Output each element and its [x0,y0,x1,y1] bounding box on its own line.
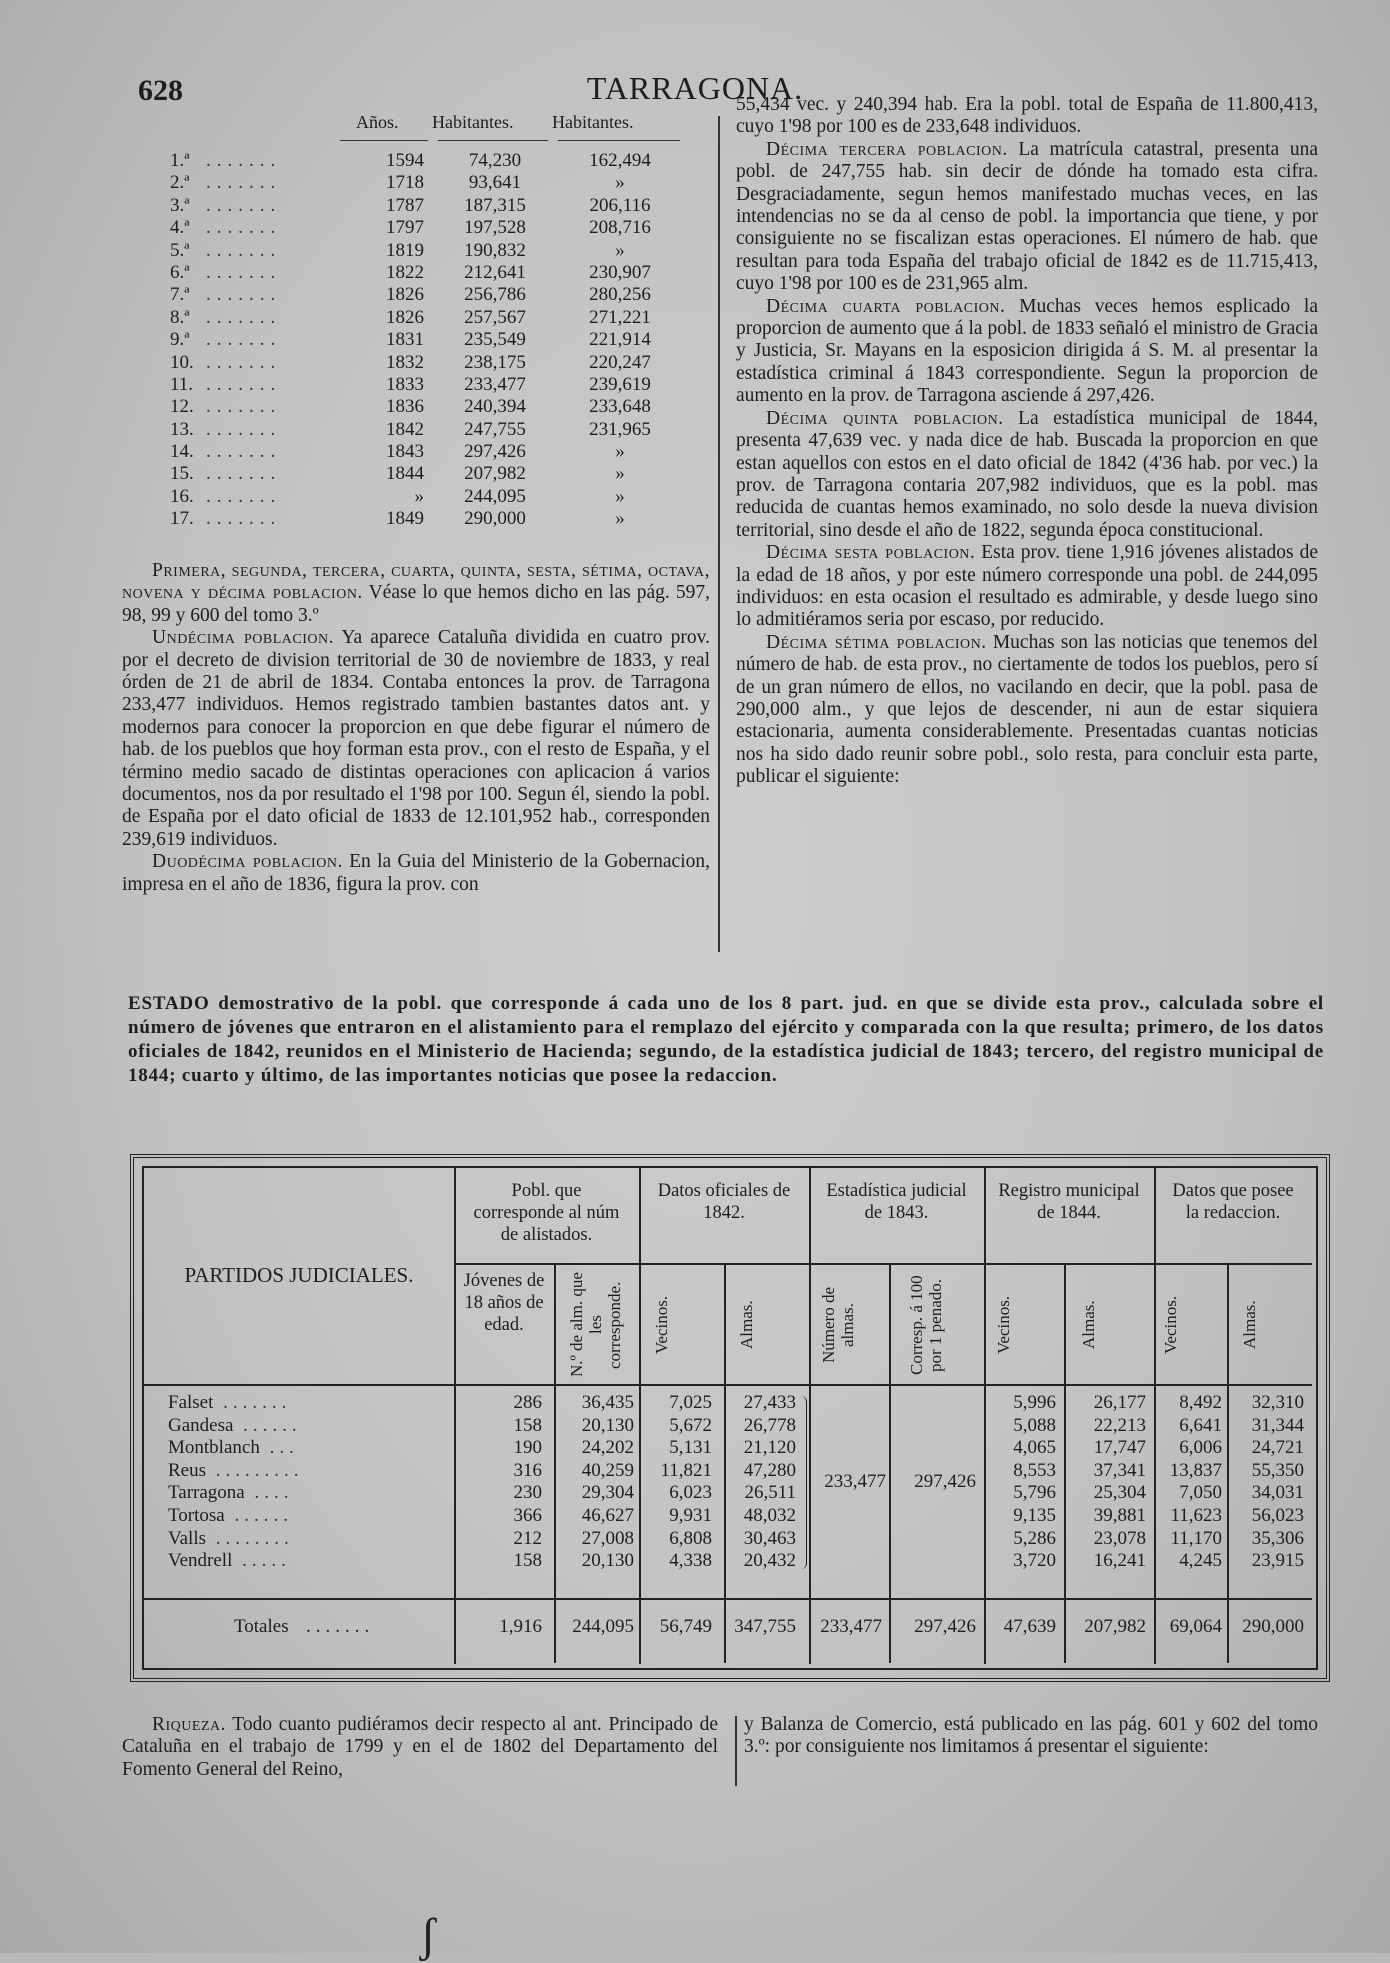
cell-v42: 6,023 [669,1482,712,1504]
row-year: 1826 [386,284,424,306]
leader-dots: ....... [206,463,282,485]
leader-dots: ......... [206,1459,304,1481]
total-ar: 290,000 [1242,1616,1304,1637]
cell-vr: 6,641 [1179,1414,1222,1436]
cell-j: 190 [513,1437,542,1459]
row-ordinal: 1.ª [170,150,190,171]
row-inhabitants-2: 220,247 [589,351,651,373]
cell-v44: 5,996 [1013,1392,1056,1413]
row-inhabitants-1: 187,315 [464,194,526,216]
row-ordinal: 4.ª [170,217,190,239]
row-inhabitants-2: 221,914 [589,329,651,351]
right-text-column [736,94,1318,789]
row-year: 1826 [386,306,424,328]
partido-name [168,1550,468,1573]
leader-dots: ....... [206,239,282,261]
table-totals-rule [144,1598,1312,1600]
section-body: Esta prov. tiene 1,916 jóvenes alistados de la edad de 18 años, y por este número corresponde una pobl. de 244,095 individuos: en esta ocasion el resultado es admirable, y desde luego sino lo admitiéramos seria por escaso, por reducido. [736,542,1318,631]
population-row [150,374,710,396]
row-ordinal: 13. [170,418,194,440]
row-inhabitants-2: » [615,485,625,507]
partido-label: Vendrell [168,1550,233,1572]
population-table [150,112,710,531]
partidos-header: PARTIDOS JUDICIALES. [184,1263,414,1287]
cell-a44: 39,881 [1093,1505,1146,1526]
partido-label: Gandesa [168,1414,234,1436]
population-row [150,217,710,239]
ink-mark: ʃ [420,1909,436,1962]
section-lead: Décima sétima poblacion. [766,631,987,653]
total-jc: 297,426 [914,1616,976,1637]
partido-name [168,1415,468,1438]
subheader-vertical: Almas. [1239,1300,1259,1350]
cell-ar: 32,310 [1251,1392,1304,1413]
leader-dots: ...... [233,1414,302,1436]
cell-v44: 4,065 [1013,1437,1056,1459]
cell-j: 366 [513,1505,542,1526]
partido-name [168,1505,468,1528]
section-body: Véase lo que hemos dicho en las pág. 597, 98, 99 y 600 del tomo 3.º [122,582,710,626]
left-paragraph [122,851,710,896]
row-inhabitants-1: 207,982 [464,463,526,485]
header-rule [340,140,428,141]
row-inhabitants-2: 231,965 [589,418,651,440]
row-year: 1843 [386,441,424,463]
leader-dots: ....... [206,373,282,395]
row-ordinal: 10. [170,351,194,373]
leader-dots: ..... [232,1550,291,1572]
cell-j: 230 [513,1482,542,1504]
row-year: 1718 [386,172,424,194]
row-ordinal: 11. [170,373,194,395]
subheader-vertical: Vecinos. [651,1295,671,1355]
cell-j: 316 [513,1459,542,1481]
bottom-right-body: y Balanza de Comercio, está publicado en las pág. 601 y 602 del tomo 3.º: por consiguiente nos limitamos á presentar el siguiente: [744,1714,1318,1758]
row-year: 1836 [386,396,424,418]
group-header: Datos oficiales de 1842. [657,1181,791,1223]
section-body: Muchas veces hemos esplicado la proporcion de aumento que á la pobl. de 1833 señaló el ministro de Gracia y Justicia, Sr. Mayans en la esposicion dirigida á S. M. al presentar la estadística criminal á 1843 correspondiente. Segun la proporcion de aumento en la prov. de Tarragona asciende á 297,426. [736,295,1318,407]
row-year: 1787 [386,194,424,216]
cell-v42: 5,672 [669,1414,712,1436]
left-text-column [122,560,710,896]
column-separator [718,116,720,952]
partido-label: Tarragona [168,1482,245,1504]
col-header-inhabitants-2: Habitantes. [552,112,634,132]
cell-j: 212 [513,1527,542,1549]
section-lead: Duodécima poblacion. [152,851,343,873]
table-header-rule [144,1384,1312,1386]
total-j: 1,916 [499,1616,542,1637]
total-v42: 56,749 [659,1616,712,1637]
cell-vr: 11,170 [1170,1527,1222,1549]
row-year: 1819 [386,239,424,261]
subheader-vertical: N.º de alm. que les corresponde. [566,1272,624,1378]
total-a: 244,095 [572,1616,634,1637]
section-lead: Décima quinta poblacion. [766,407,1004,429]
row-inhabitants-1: 197,528 [464,217,526,239]
estado-lead: ESTADO [128,993,210,1014]
population-row [150,419,710,441]
population-row [150,396,710,418]
cell-j: 158 [513,1414,542,1436]
cell-v42: 6,808 [669,1527,712,1549]
row-year: 1797 [386,217,424,239]
cell-a: 24,202 [581,1437,634,1459]
cell-v44: 3,720 [1013,1550,1056,1572]
col-header-inhabitants-1: Habitantes. [432,112,514,132]
row-ordinal: 3.ª [170,194,190,216]
row-inhabitants-1: 212,641 [464,261,526,283]
cell-v44: 5,286 [1013,1527,1056,1549]
cell-vr: 8,492 [1179,1392,1222,1413]
cell-vr: 13,837 [1169,1459,1222,1481]
cell-a: 20,130 [581,1550,634,1572]
row-inhabitants-2: » [615,441,625,463]
population-row [150,352,710,374]
section-body: Muchas son las noticias que tenemos del número de hab. de esta prov., no ciertamente de todos los pueblos, pero sí de un gran número de ellos, no vacilando en decir, que la pobl. pasa de 290,000 alm., y que lejos de descender, ni aun de estar siquiera estacionaria, aumenta considerablemente. Presentadas cuantas noticias nos ha sido dado reunir sobre pobl., solo resta, para concluir esta parte, publicar el siguiente: [736,631,1318,788]
judicial-corresp-merged: 297,426 [914,1471,976,1493]
leader-dots: ....... [206,508,282,530]
row-year: 1594 [386,150,424,171]
partido-label: Falset [168,1392,214,1413]
header-rule [438,140,548,141]
row-inhabitants-2: » [615,239,625,261]
leader-dots: ....... [206,485,282,507]
leader-dots: ....... [306,1616,375,1637]
group-header: Datos que posee la redaccion. [1172,1181,1294,1223]
section-lead: Primera, segunda, tercera, cuarta, quinta, sesta, sétima, octava, novena y décima poblacion. [122,560,710,604]
row-inhabitants-1: 190,832 [464,239,526,261]
cell-a42: 20,432 [743,1550,796,1572]
row-ordinal: 12. [170,396,194,418]
population-row [150,463,710,485]
leader-dots: ....... [206,194,282,216]
section-lead: Décima tercera poblacion. [766,138,1008,160]
total-ja: 233,477 [820,1616,882,1637]
cell-j: 158 [513,1550,542,1572]
partido-row [144,1392,1320,1415]
cell-a44: 26,177 [1093,1392,1146,1413]
row-inhabitants-2: 233,648 [589,396,651,418]
cell-a42: 47,280 [743,1459,796,1481]
row-inhabitants-2: 230,907 [589,261,651,283]
partido-name [168,1528,468,1551]
cell-vr: 7,050 [1179,1482,1222,1504]
cell-ar: 34,031 [1251,1482,1304,1504]
cell-a: 20,130 [581,1414,634,1436]
cell-a42: 26,778 [743,1414,796,1436]
leader-dots: ....... [206,261,282,283]
leader-dots: ....... [206,329,282,351]
row-inhabitants-1: 93,641 [468,172,522,194]
row-ordinal: 5.ª [170,239,190,261]
leader-dots: ....... [206,150,282,171]
population-table-body [150,150,710,531]
cell-vr: 4,245 [1179,1550,1222,1572]
partido-row [144,1460,1320,1483]
row-ordinal: 6.ª [170,261,190,283]
leader-dots: ....... [213,1392,292,1413]
leader-dots: ....... [206,418,282,440]
leader-dots: .... [244,1482,294,1504]
cell-a44: 16,241 [1093,1550,1146,1572]
partido-row [144,1415,1320,1438]
partido-label: Tortosa [168,1505,225,1526]
subheader-vertical: Vecinos. [1160,1295,1180,1355]
row-ordinal: 15. [170,463,194,485]
row-inhabitants-1: 290,000 [464,508,526,530]
row-ordinal: 16. [170,485,194,507]
cell-a42: 21,120 [743,1437,796,1459]
group-header: Pobl. que corresponde al núm de alistados. [473,1181,620,1245]
estado-body: demostrativo de la pobl. que corresponde á cada uno de los 8 part. jud. en que se divide esta prov., calculada sobre el número de jóvenes que entraron en el alistamiento para el remplazo del ejército y comparada con la que resulta; primero, de los datos oficiales de 1842, reunidos en el Ministerio de Hacienda; segundo, de la estadística judicial de 1843; tercero, del registro municipal de 1844; cuarto y último, de las importantes noticias que posee la redaccion. [128,993,1324,1086]
cell-v42: 5,131 [669,1437,712,1459]
section-body: La estadística municipal de 1844, presenta 47,639 vec. y nada dice de hab. Buscada la proporcion en que estan aquellos con estos en el dato oficial de 1842 (4'36 hab. por vec.) la prov. de Tarragona contaria 207,982 individuos, que es la pobl. mas reducida de cuantas hemos examinado, no solo desde la nueva division territorial, sino desde el año de 1822, segunda época constitucional. [736,407,1318,541]
total-vr: 69,064 [1169,1616,1222,1637]
cell-ar: 35,306 [1251,1527,1304,1549]
cell-a42: 26,511 [744,1482,796,1504]
row-inhabitants-2: 239,619 [589,373,651,395]
row-inhabitants-1: 238,175 [464,351,526,373]
leader-dots: ...... [224,1505,293,1526]
leader-dots: ....... [206,351,282,373]
cell-a: 27,008 [581,1527,634,1549]
table-group-rule [454,1263,1312,1265]
cell-a44: 25,304 [1093,1482,1146,1504]
partido-label: Reus [168,1459,206,1481]
row-ordinal: 17. [170,508,194,530]
row-year: 1831 [386,329,424,351]
cell-v44: 8,553 [1013,1459,1056,1481]
page-number: 628 [138,74,183,107]
cell-ar: 55,350 [1251,1459,1304,1481]
subheader-vertical: Número de almas. [819,1287,857,1364]
cell-a42: 30,463 [743,1527,796,1549]
cell-a: 36,435 [581,1392,634,1413]
row-year: 1833 [386,373,424,395]
section-lead: Décima cuarta poblacion. [766,295,1006,317]
cell-ar: 24,721 [1251,1437,1304,1459]
cell-a: 46,627 [581,1505,634,1526]
bottom-left-lead: Riqueza. [152,1714,226,1735]
totals-label: Totales [234,1616,289,1637]
row-inhabitants-1: 256,786 [464,284,526,306]
left-paragraph [122,560,710,627]
group-header: Estadística judicial de 1843. [826,1181,967,1223]
partido-row [144,1482,1320,1505]
totals-row [144,1612,1320,1642]
bottom-left-body: Todo cuanto pudiéramos decir respecto al ant. Principado de Cataluña en el trabajo de 1799 y en el de 1802 del Departamento del Fomento General del Reino, [122,1714,718,1780]
cell-v44: 5,796 [1013,1482,1056,1504]
right-paragraph [736,408,1318,542]
cell-v42: 4,338 [669,1550,712,1572]
row-inhabitants-1: 233,477 [464,373,526,395]
subheader-vertical: Vecinos. [994,1295,1013,1355]
total-a44: 207,982 [1084,1616,1146,1637]
cell-a42: 27,433 [743,1392,796,1413]
section-lead: Undécima poblacion. [152,627,335,649]
cell-v44: 9,135 [1013,1505,1056,1526]
row-inhabitants-1: 235,549 [464,329,526,351]
population-row [150,240,710,262]
partido-row [144,1505,1320,1528]
row-inhabitants-2: » [615,172,625,194]
row-inhabitants-1: 240,394 [464,396,526,418]
row-ordinal: 7.ª [170,284,190,306]
row-inhabitants-1: 74,230 [468,150,522,171]
row-year: 1842 [386,418,424,440]
partido-row [144,1437,1320,1460]
cell-vr: 11,623 [1170,1505,1222,1526]
population-row [150,172,710,194]
partido-name [168,1482,468,1505]
row-ordinal: 14. [170,441,194,463]
row-inhabitants-2: 162,494 [589,150,651,171]
cell-a42: 48,032 [743,1505,796,1526]
row-inhabitants-1: 247,755 [464,418,526,440]
population-row [150,150,710,172]
row-ordinal: 8.ª [170,306,190,328]
population-row [150,329,710,351]
subheader-vertical: Corresp. á 100 por 1 penado. [906,1275,945,1375]
population-table-header [150,112,710,142]
row-inhabitants-2: 206,116 [589,194,651,216]
right-paragraph [736,542,1318,632]
subheader-jovenes: Jóvenes de 18 años de edad. [463,1271,545,1335]
partido-name [168,1392,468,1415]
leader-dots: ....... [206,217,282,239]
cell-ar: 56,023 [1251,1505,1304,1526]
population-row [150,307,710,329]
row-inhabitants-2: 208,716 [589,217,651,239]
subheader-vertical: Almas. [1079,1300,1098,1350]
subheader-vertical: Almas. [736,1300,756,1350]
right-paragraph [736,139,1318,296]
cell-j: 286 [513,1392,542,1413]
row-inhabitants-2: 280,256 [589,284,651,306]
leader-dots: ....... [206,396,282,418]
judicial-almas-merged: 233,477 [824,1471,886,1493]
population-row [150,195,710,217]
cell-ar: 23,915 [1251,1550,1304,1572]
leader-dots: ....... [206,306,282,328]
right-paragraph [736,296,1318,408]
partidos-table [130,1154,1330,1682]
column-separator [735,1716,737,1786]
running-head: TARRAGONA. [586,70,804,106]
leader-dots: ... [259,1437,299,1459]
leader-dots: ....... [206,284,282,306]
brace-left [800,1396,807,1569]
partido-label: Valls [168,1527,206,1549]
population-row [150,284,710,306]
row-inhabitants-2: 271,221 [589,306,651,328]
estado-caption [128,992,1324,1088]
leader-dots: ....... [206,441,282,463]
col-header-years: Años. [356,112,399,132]
leader-dots: ........ [206,1527,294,1549]
row-inhabitants-2: » [615,463,625,485]
cell-a44: 23,078 [1093,1527,1146,1549]
partido-name [168,1437,468,1460]
section-lead: Décima sesta poblacion. [766,542,976,564]
group-header: Registro municipal de 1844. [998,1181,1140,1223]
population-row [150,441,710,463]
section-body: Ya aparece Cataluña dividida en cuatro prov. por el decreto de division territorial de 30 de noviembre de 1833, y real órden de 21 de abril de 1834. Contaba entonces la prov. de Tarragona 233,477 individuos. Hemos registrado tambien bastantes datos ant. y modernos para conocer la proporcion en que debe figurar el número de hab. de los pueblos que hoy forman esta prov., con el resto de España, y el término medio sacado de distintas operaciones con aplicacion á varios documentos, nos da por resultado el 1'98 por 100. Segun él, siendo la pobl. de España por el dato oficial de 1833 de 12.101,952 hab., corresponden 239,619 individuos. [122,627,711,850]
cell-ar: 31,344 [1251,1414,1304,1436]
row-inhabitants-1: 257,567 [464,306,526,328]
total-a42: 347,755 [734,1616,796,1637]
row-ordinal: 9.ª [170,329,190,351]
partido-row [144,1550,1320,1573]
cell-a: 29,304 [581,1482,634,1504]
population-row [150,508,710,530]
row-inhabitants-2: » [615,508,625,530]
section-body: En la Guia del Ministerio de la Gobernacion, impresa en el año de 1836, figura la prov. con [122,851,710,895]
partido-name [168,1460,468,1483]
row-year: 1822 [386,261,424,283]
bottom-left-text [122,1714,718,1781]
cell-a44: 22,213 [1093,1414,1146,1436]
cell-v44: 5,088 [1013,1414,1056,1436]
row-year: » [414,485,424,507]
cell-v42: 9,931 [669,1505,712,1526]
left-paragraph [122,627,710,851]
row-ordinal: 2.ª [170,172,190,194]
partidos-table-inner [142,1166,1318,1670]
cell-a44: 17,747 [1093,1437,1146,1459]
cell-a: 40,259 [581,1459,634,1481]
cell-v42: 11,821 [660,1459,712,1481]
right-paragraph [736,632,1318,789]
section-body: La matrícula catastral, presenta una pobl. de 247,755 hab. sin decir de dónde ha tomado esta cifra. Desgraciadamente, segun hemos manifestado muchas veces, en las intendencias no se da al censo de pobl. la importancia que tiene, y por consiguiente no se fiscalizan estas operaciones. El número de hab. que resultan para toda España del trabajo oficial de 1842 es de 11.715,413, cuyo 1'98 por 100 es de 231,965 alm. [736,138,1318,295]
row-year: 1832 [386,351,424,373]
row-year: 1849 [386,508,424,530]
header-rule [558,140,680,141]
population-row [150,486,710,508]
cell-vr: 6,006 [1179,1437,1222,1459]
bottom-right-text [744,1714,1318,1759]
right-paragraph [736,94,1318,139]
cell-v42: 7,025 [669,1392,712,1413]
partido-label: Montblanch [168,1437,260,1459]
cell-a44: 37,341 [1093,1459,1146,1481]
leader-dots: ....... [206,172,282,194]
row-inhabitants-1: 297,426 [464,441,526,463]
partido-row [144,1528,1320,1551]
row-year: 1844 [386,463,424,485]
row-inhabitants-1: 244,095 [464,485,526,507]
total-v44: 47,639 [1003,1616,1056,1637]
population-row [150,262,710,284]
section-body: 55,434 vec. y 240,394 hab. Era la pobl. total de España de 11.800,413, cuyo 1'98 por 100 es de 233,648 individuos. [736,94,1318,138]
